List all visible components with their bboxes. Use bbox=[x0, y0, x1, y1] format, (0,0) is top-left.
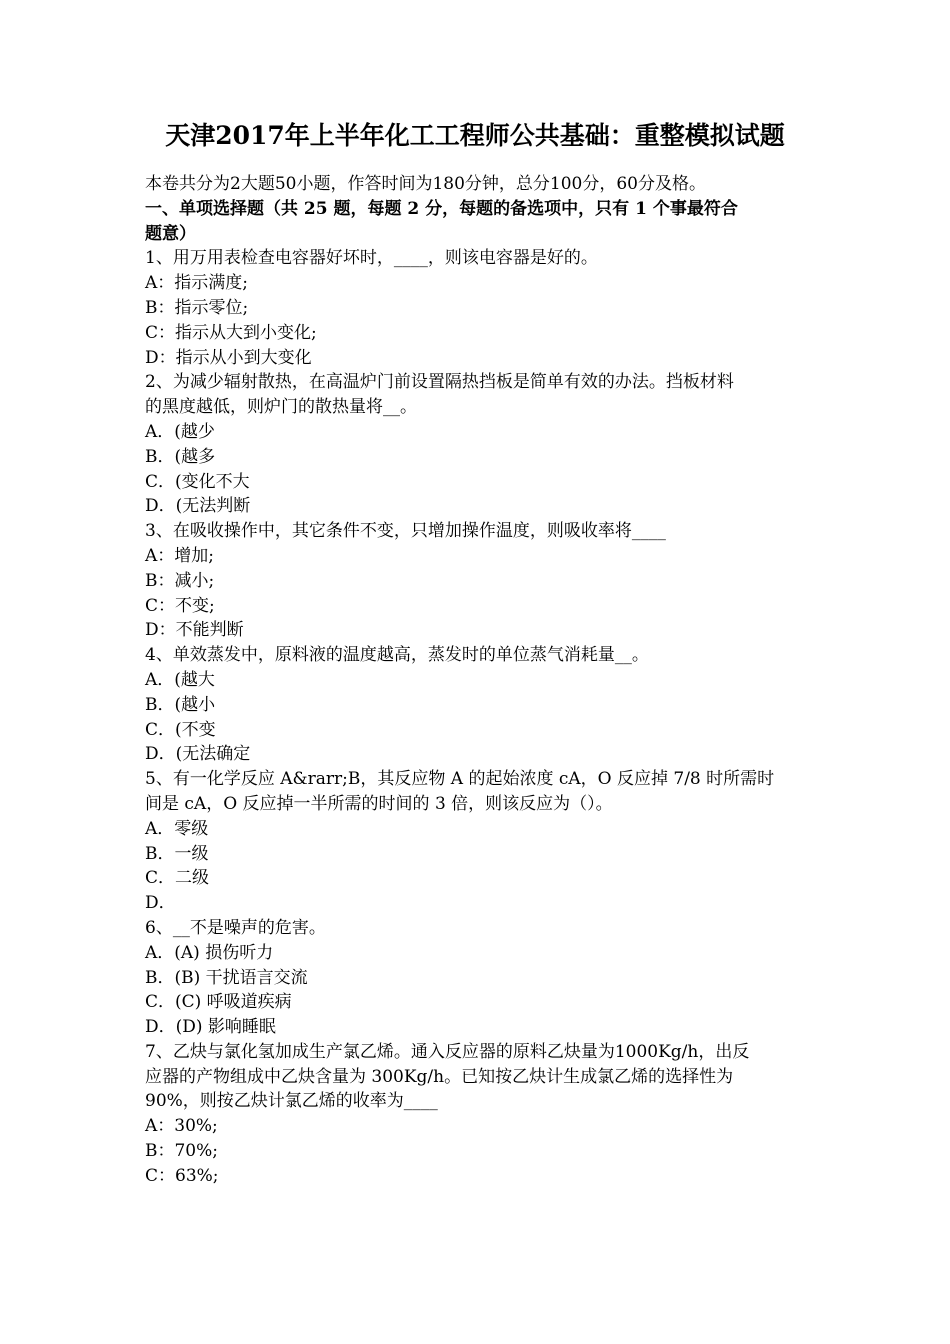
option-b: B．(越多 bbox=[145, 446, 216, 467]
option-a: A．(A) 损伤听力 bbox=[145, 942, 274, 963]
option-c: C．(C) 呼吸道疾病 bbox=[145, 992, 292, 1013]
question-text-continued: 应器的产物组成中乙炔含量为 300Kg/h。已知按乙炔计生成氯乙烯的选择性为 bbox=[145, 1066, 734, 1087]
option-d: D．(D) 影响睡眠 bbox=[145, 1017, 276, 1038]
question-text: 2、为减少辐射散热，在高温炉门前设置隔热挡板是简单有效的办法。挡板材料 bbox=[145, 372, 734, 393]
document-body bbox=[145, 172, 815, 1189]
question-7 bbox=[145, 1040, 815, 1189]
question-text: 3、在吸收操作中，其它条件不变，只增加操作温度，则吸收率将____ bbox=[145, 521, 666, 542]
question-text: 5、有一化学反应 A&rarr;B，其反应物 A 的起始浓度 cA，O 反应掉 7/8 时所需时 bbox=[145, 769, 775, 790]
option-c: C．二级 bbox=[145, 868, 210, 889]
question-text-continued: 的黑度越低，则炉门的散热量将__。 bbox=[145, 397, 417, 418]
question-text-continued: 90%，则按乙炔计氯乙烯的收率为____ bbox=[145, 1091, 438, 1112]
option-d: D． bbox=[145, 893, 176, 914]
option-d: D．(无法确定 bbox=[145, 744, 251, 765]
option-b: B．一级 bbox=[145, 843, 209, 864]
option-a: A．(越少 bbox=[145, 421, 215, 442]
option-d: D：不能判断 bbox=[145, 620, 244, 641]
option-b: B：减小; bbox=[145, 570, 215, 591]
question-text: 4、单效蒸发中，原料液的温度越高，蒸发时的单位蒸气消耗量__。 bbox=[145, 645, 649, 666]
option-b: B：70%; bbox=[145, 1141, 219, 1162]
option-a: A：30%; bbox=[145, 1116, 218, 1137]
exam-intro: 本卷共分为2大题50小题，作答时间为180分钟，总分100分，60分及格。 bbox=[145, 174, 706, 194]
option-c: C：不变; bbox=[145, 595, 215, 616]
option-a: A．零级 bbox=[145, 818, 209, 839]
option-c: C：63%; bbox=[145, 1165, 219, 1186]
option-c: C．(不变 bbox=[145, 719, 216, 740]
question-2 bbox=[145, 370, 815, 519]
option-b: B．(B) 干扰语言交流 bbox=[145, 967, 308, 988]
option-c: C．(变化不大 bbox=[145, 471, 250, 492]
question-text: 7、乙炔与氯化氢加成生产氯乙烯。通入反应器的原料乙炔量为1000Kg/h，出反 bbox=[145, 1041, 750, 1062]
option-b: B：指示零位; bbox=[145, 297, 249, 318]
question-3 bbox=[145, 519, 815, 643]
option-b: B．(越小 bbox=[145, 694, 216, 715]
option-a: A：增加; bbox=[145, 545, 215, 566]
question-text-continued: 间是 cA，O 反应掉一半所需的时间的 3 倍，则该反应为（）。 bbox=[145, 793, 613, 814]
option-c: C：指示从大到小变化; bbox=[145, 322, 317, 343]
section-heading: 一、单项选择题（共 25 题，每题 2 分，每题的备选项中，只有 1 个事最符合 bbox=[145, 198, 738, 219]
question-6 bbox=[145, 916, 815, 1040]
question-1 bbox=[145, 246, 815, 370]
question-4 bbox=[145, 643, 815, 767]
question-text: 6、__不是噪声的危害。 bbox=[145, 917, 326, 938]
document-title: 天津2017年上半年化工工程师公共基础：重整模拟试题 bbox=[165, 121, 785, 150]
option-d: D．(无法判断 bbox=[145, 496, 251, 517]
option-a: A．(越大 bbox=[145, 669, 215, 690]
section-heading-continued: 题意） bbox=[145, 223, 196, 244]
option-a: A：指示满度; bbox=[145, 273, 249, 294]
question-text: 1、用万用表检查电容器好坏时，____，则该电容器是好的。 bbox=[145, 248, 598, 269]
option-d: D：指示从小到大变化 bbox=[145, 347, 312, 368]
question-5 bbox=[145, 767, 815, 916]
